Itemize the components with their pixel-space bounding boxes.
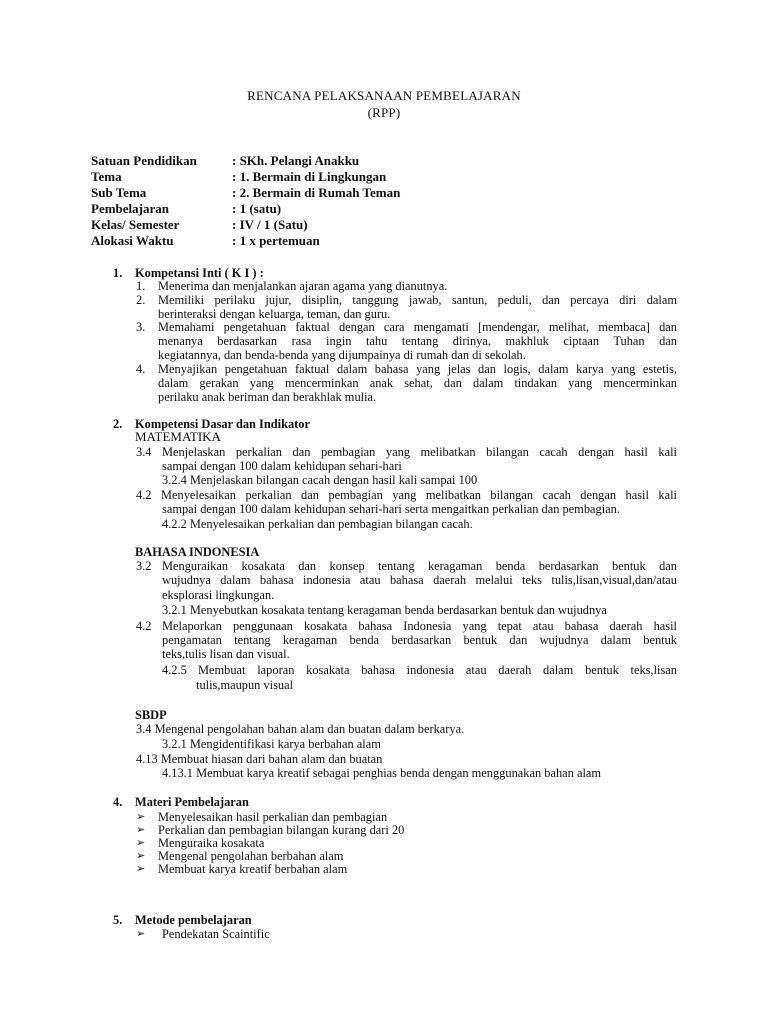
indicator-text: Membuat laporan kosakata bahasa indonesia atau daerah dalam bentuk teks,lisan — [198, 663, 677, 677]
indicator-text: 3.2.4 Menjelaskan bilangan cacah dengan hasil kali sampai 100 — [162, 473, 478, 487]
info-value: : IV / 1 (Satu) — [232, 217, 308, 232]
kd-text-cont: eksplorasi lingkungan. — [162, 588, 275, 602]
info-value: : 1. Bermain di Lingkungan — [232, 169, 387, 184]
info-value: : SKh. Pelangi Anakku — [232, 153, 360, 168]
arrow-bullet-icon: ➢ — [136, 810, 146, 823]
list-item-cont: perilaku anak beriman dan berakhlak mulia. — [158, 390, 377, 404]
info-label: Kelas/ Semester — [91, 217, 180, 232]
list-number: 3. — [136, 320, 146, 334]
list-item-cont: dalam gerakan yang mencerminkan anak sehat, dan dalam tindakan yang mencerminkan — [158, 376, 677, 390]
list-item: Mengenal pengolahan berbahan alam — [158, 849, 344, 863]
kd-text: 3.4 Mengenal pengolahan bahan alam dan buatan dalam berkarya. — [136, 722, 465, 736]
list-item-cont: kegiatannya, dan benda-benda yang dijumpainya di rumah dan di sekolah. — [158, 348, 526, 362]
arrow-bullet-icon: ➢ — [136, 849, 146, 862]
arrow-bullet-icon: ➢ — [136, 927, 146, 940]
arrow-bullet-icon: ➢ — [136, 836, 146, 849]
info-value: : 1 x pertemuan — [232, 233, 320, 248]
section-number: 2. — [113, 417, 123, 431]
subject-heading-matematika: MATEMATIKA — [135, 429, 221, 444]
info-value: : 2. Bermain di Rumah Teman — [232, 185, 401, 200]
section-heading: Materi Pembelajaran — [135, 795, 249, 809]
kd-text-cont: teks,tulis lisan dan visual. — [162, 647, 290, 661]
list-number: 1. — [136, 279, 146, 293]
list-number: 4. — [136, 362, 146, 376]
kd-text-cont: pengamatan tentang keragaman benda berdasarkan bentuk dan wujudnya dalam bentuk — [162, 633, 677, 647]
kd-text-cont: wujudnya dalam bahasa indonesia atau bahasa daerah melalui teks tulis,lisan,visual,dan/atau — [162, 573, 677, 587]
info-label: Pembelajaran — [91, 201, 169, 216]
indicator-text: 3.2.1 Mengidentifikasi karya berbahan alam — [162, 737, 381, 751]
arrow-bullet-icon: ➢ — [136, 862, 146, 875]
info-label: Alokasi Waktu — [91, 233, 174, 248]
subject-heading-bahasa-indonesia: BAHASA INDONESIA — [135, 545, 260, 559]
kd-text-cont: sampai dengan 100 dalam kehidupan sehari-hari — [162, 459, 402, 473]
arrow-bullet-icon: ➢ — [136, 823, 146, 836]
info-label: Tema — [91, 169, 122, 184]
section-heading: Metode pembelajaran — [135, 913, 252, 927]
section-number: 1. — [113, 266, 123, 280]
list-item: Memiliki perilaku jujur, disiplin, tanggung jawab, santun, peduli, dan percaya diri dalam — [158, 293, 677, 307]
list-item: Menyajikan pengetahuan faktual dalam bahasa yang jelas dan logis, dalam karya yang estetis, — [158, 362, 677, 376]
list-item-cont: berinteraksi dengan keluarga, teman, dan guru. — [158, 307, 391, 321]
kd-number: 3.4 — [136, 445, 152, 459]
section-heading: Kompetansi Inti ( K I ) : — [135, 266, 264, 280]
list-item-cont: menanya berdasarkan rasa ingin tahu tentang dirinya, makhluk ciptaan Tuhan dan — [158, 334, 677, 348]
document-title: RENCANA PELAKSANAAN PEMBELAJARAN — [247, 88, 521, 103]
kd-text: 4.2 Menyelesaikan perkalian dan pembagian yang melibatkan bilangan cacah dengan hasil kali — [136, 488, 677, 502]
section-heading: Kompetensi Dasar dan Indikator — [135, 417, 310, 431]
kd-text-cont: sampai dengan 100 dalam kehidupan sehari-hari serta mengaitkan perkalian dan pembagian. — [162, 502, 620, 516]
section-number: 5. — [113, 913, 123, 927]
list-item: Menguraika kosakata — [158, 836, 265, 850]
list-item: Menyelesaikan hasil perkalian dan pembagian — [158, 810, 388, 824]
indicator-text-cont: tulis,maupun visual — [196, 678, 294, 692]
list-item: Menerima dan menjalankan ajaran agama yang dianutnya. — [158, 279, 448, 293]
list-item: Memahami pengetahuan faktual dengan cara mengamati [mendengar, melihat, membaca] dan — [158, 320, 677, 334]
indicator-text: 3.2.1 Menyebutkan kosakata tentang keragaman benda berdasarkan bentuk dan wujudnya — [162, 603, 607, 617]
kd-number: 3.2 — [136, 559, 152, 573]
list-number: 2. — [136, 293, 146, 307]
kd-text: 4.13 Membuat hiasan dari bahan alam dan buatan — [136, 752, 383, 766]
indicator-text: 4.2.2 Menyelesaikan perkalian dan pembagian bilangan cacah. — [162, 517, 473, 531]
subject-heading-sbdp: SBDP — [135, 708, 167, 722]
list-item: Membuat karya kreatif berbahan alam — [158, 862, 348, 876]
indicator-number: 4.2.5 — [162, 663, 187, 677]
list-item: Perkalian dan pembagian bilangan kurang dari 20 — [158, 823, 405, 837]
kd-text: Menjelaskan perkalian dan pembagian yang melibatkan bilangan cacah dengan hasil kali — [162, 445, 677, 459]
kd-text: Melaporkan penggunaan kosakata bahasa Indonesia yang tepat atau bahasa daerah hasil — [162, 619, 677, 633]
kd-number: 4.2 — [136, 619, 152, 633]
section-number: 4. — [113, 795, 123, 809]
info-label: Sub Tema — [91, 185, 147, 200]
document-subtitle: (RPP) — [367, 105, 401, 120]
kd-text: Menguraikan kosakata dan konsep tentang keragaman benda berdasarkan bentuk dan — [162, 559, 677, 573]
indicator-text: 4.13.1 Membuat karya kreatif sebagai penghias benda dengan menggunakan bahan alam — [162, 766, 602, 780]
list-item: Pendekatan Scaintific — [162, 927, 270, 941]
info-value: : 1 (satu) — [232, 201, 282, 216]
info-label: Satuan Pendidikan — [91, 153, 197, 168]
